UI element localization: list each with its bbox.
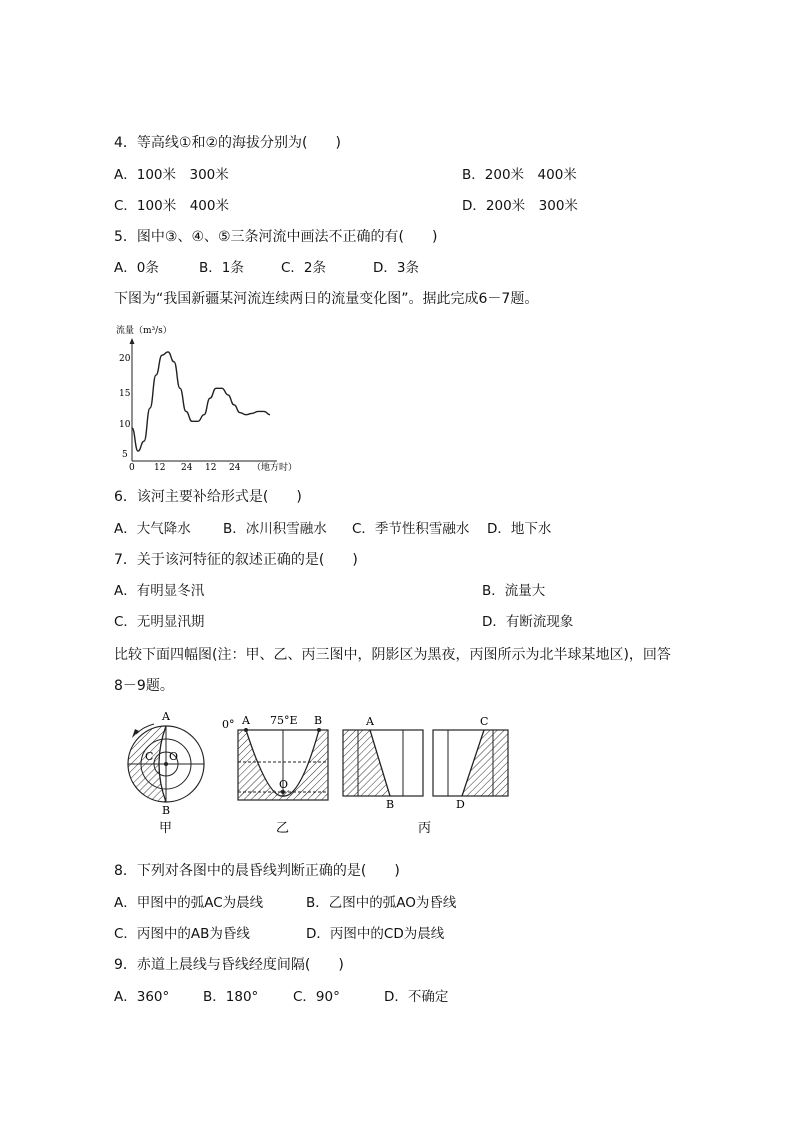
x-tick-24b: 24 bbox=[229, 463, 241, 473]
q7-option-d: D．有断流现象 bbox=[482, 614, 574, 630]
yi-label-75e: 75°E bbox=[270, 714, 298, 727]
jia-label-c: C bbox=[145, 750, 154, 763]
yi-night-left bbox=[238, 730, 283, 796]
x-tick-0: 0 bbox=[129, 463, 135, 473]
q5-option-b: B．1条 bbox=[199, 260, 244, 276]
yi-label-0deg: 0° bbox=[222, 718, 235, 731]
jia-label-a: A bbox=[162, 710, 170, 723]
bing-label-b: B bbox=[386, 798, 395, 811]
figure-yi bbox=[222, 714, 328, 836]
bing-right-night bbox=[462, 730, 508, 796]
q6-option-c: C．季节性积雪融水 bbox=[352, 521, 470, 537]
flow-chart bbox=[112, 318, 312, 478]
q9-option-c: C．90° bbox=[293, 989, 340, 1005]
bing-label-d: D bbox=[456, 798, 465, 811]
jia-label-b: B bbox=[162, 804, 171, 817]
q4-option-b: B．200米 400米 bbox=[462, 167, 577, 183]
q5-option-a: A．0条 bbox=[114, 260, 159, 276]
terminator-figures bbox=[118, 706, 518, 838]
q7-option-c: C．无明显汛期 bbox=[114, 614, 205, 630]
figure-jia bbox=[128, 710, 204, 836]
bing-label-a: A bbox=[366, 715, 374, 728]
q4-option-d: D．200米 300米 bbox=[462, 198, 578, 214]
x-tick-12a: 12 bbox=[154, 463, 166, 473]
rotation-arrowhead-icon bbox=[132, 729, 139, 738]
chart-xlabel: （地方时） bbox=[252, 463, 298, 473]
q5-option-c: C．2条 bbox=[281, 260, 327, 276]
question-4-stem: 4．等高线①和②的海拔分别为( ) bbox=[114, 135, 341, 151]
q9-option-b: B．180° bbox=[203, 989, 259, 1005]
q8-option-c: C．丙图中的AB为昏线 bbox=[114, 926, 250, 942]
bing-label-c: C bbox=[480, 715, 489, 728]
yi-point-a bbox=[244, 728, 248, 732]
yi-label-b: B bbox=[314, 714, 323, 727]
q4-option-c: C．100米 400米 bbox=[114, 198, 229, 214]
q8-option-d: D．丙图中的CD为晨线 bbox=[306, 926, 445, 942]
chart-ylabel: 流量（m³/s） bbox=[116, 326, 172, 336]
q6-option-d: D．地下水 bbox=[487, 521, 552, 537]
q6-option-b: B．冰川积雪融水 bbox=[223, 521, 327, 537]
question-9-stem: 9．赤道上晨线与昏线经度间隔( ) bbox=[114, 957, 344, 973]
q9-option-a: A．360° bbox=[114, 989, 170, 1005]
figure-bing-left bbox=[343, 715, 423, 811]
intro-questions-8-9-line2: 8－9题。 bbox=[114, 678, 174, 694]
q8-option-b: B．乙图中的弧AO为昏线 bbox=[306, 895, 457, 911]
q7-option-a: A．有明显冬汛 bbox=[114, 583, 205, 599]
q6-option-a: A．大气降水 bbox=[114, 521, 191, 537]
y-tick-10: 10 bbox=[119, 420, 131, 430]
question-8-stem: 8．下列对各图中的晨昏线判断正确的是( ) bbox=[114, 863, 400, 879]
jia-label-o: O bbox=[169, 750, 179, 763]
q7-option-b: B．流量大 bbox=[482, 583, 546, 599]
q5-option-d: D．3条 bbox=[373, 260, 419, 276]
intro-questions-6-7: 下图为“我国新疆某河流连续两日的流量变化图”。据此完成6－7题。 bbox=[114, 291, 539, 307]
bing-left-night bbox=[343, 730, 390, 796]
yi-label-a: A bbox=[242, 714, 250, 727]
question-5-stem: 5．图中③、④、⑤三条河流中画法不正确的有( ) bbox=[114, 229, 438, 245]
question-7-stem: 7．关于该河特征的叙述正确的是( ) bbox=[114, 552, 358, 568]
figure-bing-right bbox=[418, 715, 508, 836]
x-tick-24a: 24 bbox=[181, 463, 193, 473]
yi-point-b bbox=[317, 728, 321, 732]
y-tick-15: 15 bbox=[119, 389, 131, 399]
yi-night-right bbox=[283, 730, 328, 796]
flow-series-line bbox=[132, 352, 270, 451]
q9-option-d: D．不确定 bbox=[384, 989, 449, 1005]
yi-caption: 乙 bbox=[276, 821, 290, 836]
intro-questions-8-9-line1: 比较下面四幅图(注：甲、乙、丙三图中，阴影区为黑夜，丙图所示为北半球某地区)，回答 bbox=[114, 647, 671, 663]
y-axis-arrow bbox=[130, 338, 135, 344]
jia-caption: 甲 bbox=[159, 821, 173, 836]
yi-label-o: O bbox=[279, 778, 289, 791]
bing-caption: 丙 bbox=[418, 821, 432, 836]
y-tick-20: 20 bbox=[119, 354, 131, 364]
x-tick-12b: 12 bbox=[205, 463, 217, 473]
q4-option-a: A．100米 300米 bbox=[114, 167, 229, 183]
question-6-stem: 6．该河主要补给形式是( ) bbox=[114, 489, 302, 505]
q8-option-a: A．甲图中的弧AC为晨线 bbox=[114, 895, 264, 911]
y-tick-5: 5 bbox=[122, 450, 128, 460]
jia-point-o bbox=[164, 762, 168, 766]
